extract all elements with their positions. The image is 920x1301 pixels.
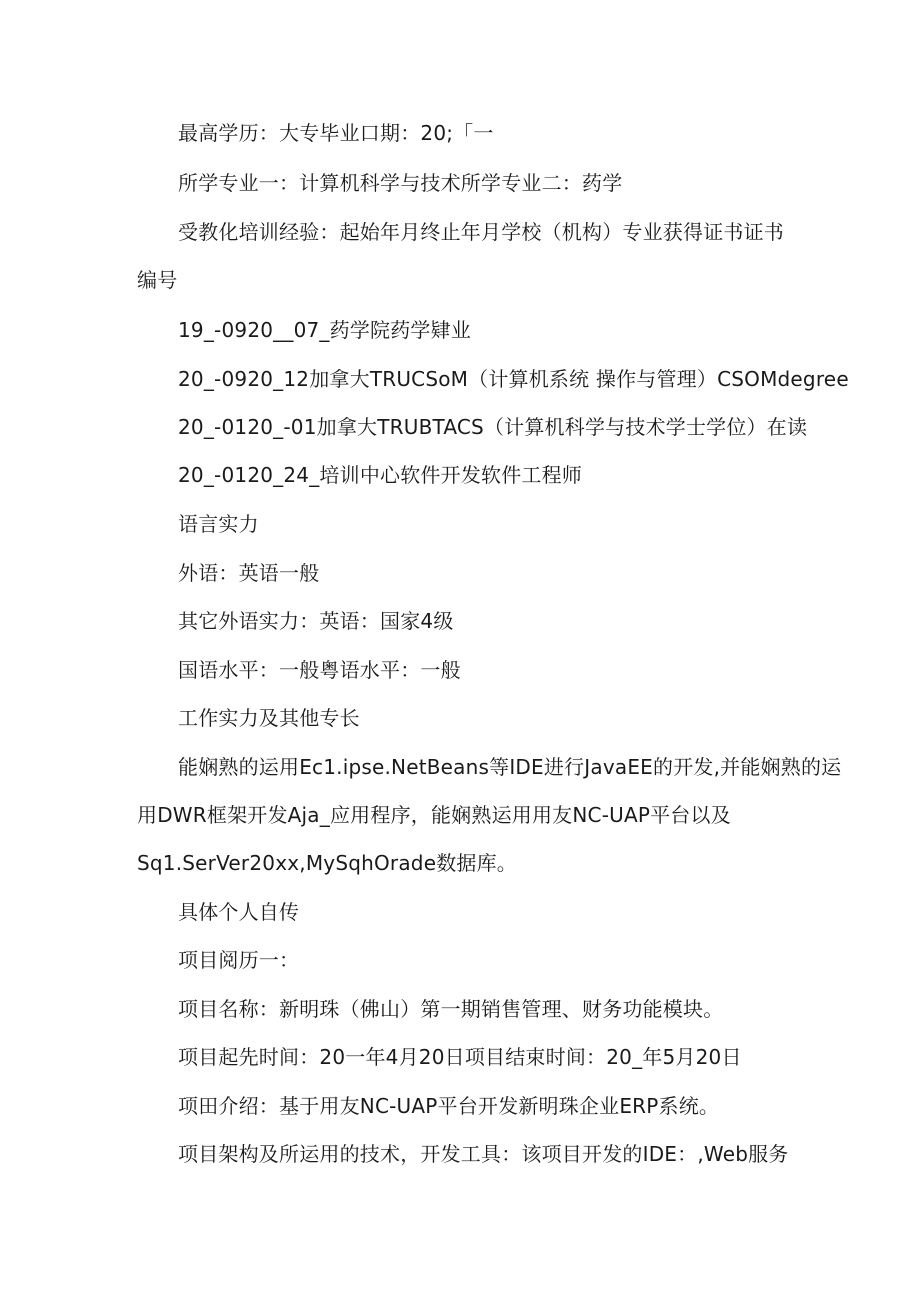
section-heading-skills: 工作实力及其他专长 <box>178 706 360 730</box>
skills-paragraph-line-1: 能娴熟的运用Ec1.ipse.NetBeans等IDE进行JavaEE的开发,并能娴熟的运 <box>178 755 842 779</box>
mandarin-cantonese-line: 国语水平：一般粤语水平：一般 <box>178 658 461 682</box>
project-architecture-line: 项目架构及所运用的技术，开发工具：该项目开发的IDE：,Web服务 <box>178 1142 789 1166</box>
section-heading-autobiography: 具体个人自传 <box>178 900 300 924</box>
major-line: 所学专业一：计算机科学与技术所学专业二：药学 <box>178 171 623 195</box>
skills-paragraph-line-3: Sq1.SerVer20xx,MySqhOrade数据库。 <box>137 851 518 875</box>
project-name-line: 项目名称：新明珠（佛山）第一期销售管理、财务功能模块。 <box>178 997 724 1021</box>
training-entry-4: 20_-0120_24_培训中心软件开发软件工程师 <box>178 463 583 487</box>
training-header-continued: 编号 <box>137 268 178 292</box>
project-experience-heading: 项目阅历一： <box>178 948 300 972</box>
training-entry-2: 20_-0920_12加拿大TRUCSoM（计算机系统 操作与管理）CSOMdegree <box>178 367 849 391</box>
project-dates-line: 项目起先时间：20一年4月20日项目结束时间：20_年5月20日 <box>178 1045 742 1069</box>
other-language-line: 其它外语实力：英语：国家4级 <box>178 609 454 633</box>
training-entry-3: 20_-0120_-01加拿大TRUBTACS（计算机科学与技术学士学位）在读 <box>178 415 808 439</box>
skills-paragraph-line-2: 用DWR框架开发Aja_应用程序，能娴熟运用用友NC-UAP平台以及 <box>137 803 731 827</box>
education-line: 最高学历：大专毕业口期：20;「一 <box>178 121 494 145</box>
training-header-line: 受教化培训经验：起始年月终止年月学校（机构）专业获得证书证书 <box>178 220 784 244</box>
project-intro-line: 项田介绍：基于用友NC-UAP平台开发新明珠企业ERP系统。 <box>178 1094 720 1118</box>
training-entry-1: 19_-0920__07_药学院药学肄业 <box>178 318 472 342</box>
section-heading-language: 语言实力 <box>178 512 259 536</box>
foreign-language-line: 外语：英语一般 <box>178 561 320 585</box>
